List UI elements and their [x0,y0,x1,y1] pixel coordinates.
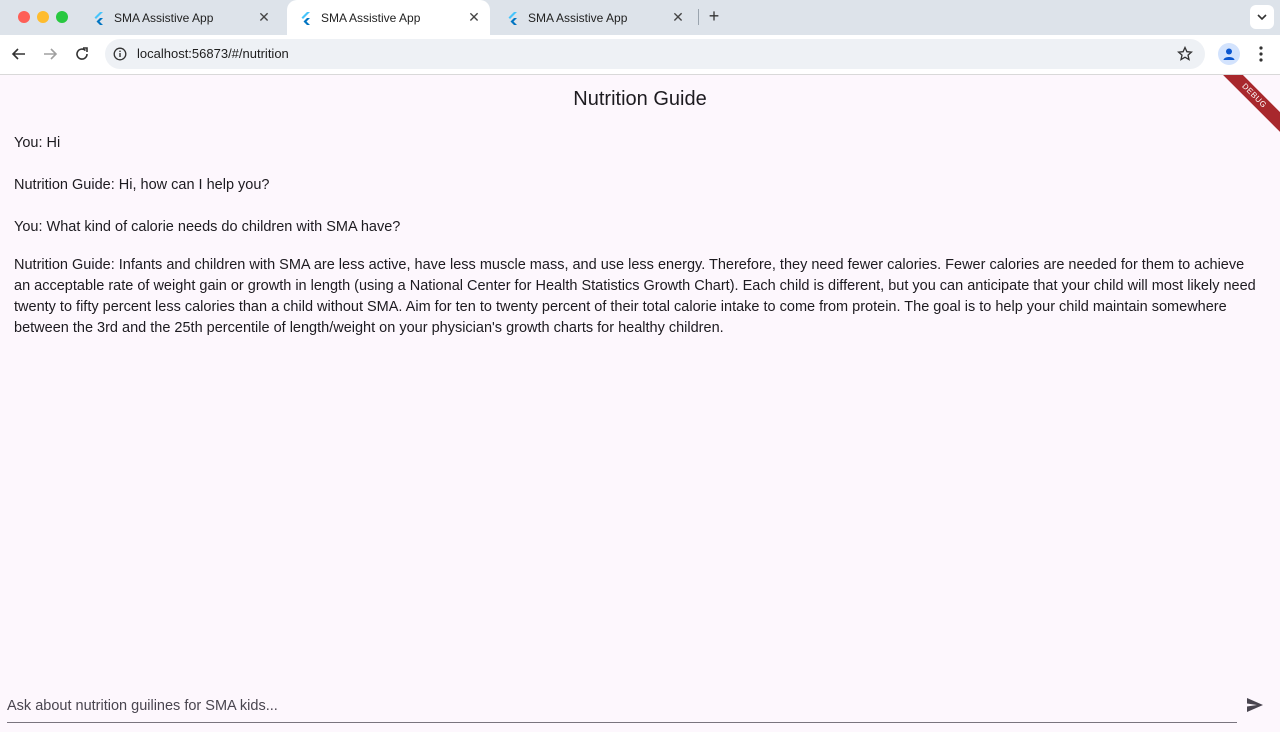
chat-message: You: Hi [14,135,61,151]
debug-banner: DEBUG [1207,75,1280,143]
address-bar[interactable] [105,39,1205,69]
app-page [0,75,1280,732]
browser-tab-1[interactable] [80,0,280,35]
page-title: Nutrition Guide [573,88,707,110]
forward-arrow-icon[interactable] [38,42,62,66]
chat-message: Nutrition Guide: Hi, how can I help you? [14,177,270,193]
kebab-menu-icon[interactable] [1253,45,1269,63]
bookmark-star-icon[interactable] [1177,46,1193,62]
tab-strip [0,0,1280,35]
tab-title: SMA Assistive App [528,10,628,25]
back-arrow-icon[interactable] [7,42,31,66]
browser-tab-2-active[interactable] [287,0,490,35]
window-maximize-button[interactable] [56,11,68,23]
tab-close-icon[interactable]: ✕ [672,9,684,25]
window-close-button[interactable] [18,11,30,23]
tab-search-chevron-icon[interactable] [1250,5,1274,29]
message-input[interactable] [7,690,1237,723]
tab-title: SMA Assistive App [114,10,214,25]
site-info-icon[interactable] [113,47,127,61]
browser-toolbar [0,35,1280,75]
flutter-icon [92,11,106,25]
send-icon[interactable] [1243,693,1267,717]
flutter-icon [299,11,313,25]
tab-separator [698,9,699,25]
window-minimize-button[interactable] [37,11,49,23]
profile-avatar-icon[interactable] [1218,43,1240,65]
message-composer [0,685,1280,732]
tab-title: SMA Assistive App [321,10,421,25]
reload-icon[interactable] [70,42,94,66]
chat-message: You: What kind of calorie needs do children with SMA have? [14,219,401,235]
chat-messages [14,133,1259,360]
flutter-icon [506,11,520,25]
new-tab-plus-icon[interactable]: + [708,5,720,26]
chat-message: Nutrition Guide: Infants and children with SMA are less active, have less muscle mass, and use less energy. Therefore, they need fewer calories. Fewer calories are needed for them to achieve an acceptable rate of weight gain or growth in length (using a National Center for Health Statistics Growth Chart). Each child is different, but you can anticipate that your child will most likely need twenty to fifty percent less calories than a child without SMA. Aim for ten to twenty percent of their total calorie intake to come from protein. The goal is to help your child maintain somewhere between the 3rd and the 25th percentile of length/weight on your physician's growth charts for healthy children. [14,257,1256,336]
url-text: localhost:56873/#/nutrition [137,46,289,61]
tab-close-icon[interactable]: ✕ [258,9,270,25]
tab-close-icon[interactable]: ✕ [468,9,480,25]
browser-tab-3[interactable] [494,0,694,35]
